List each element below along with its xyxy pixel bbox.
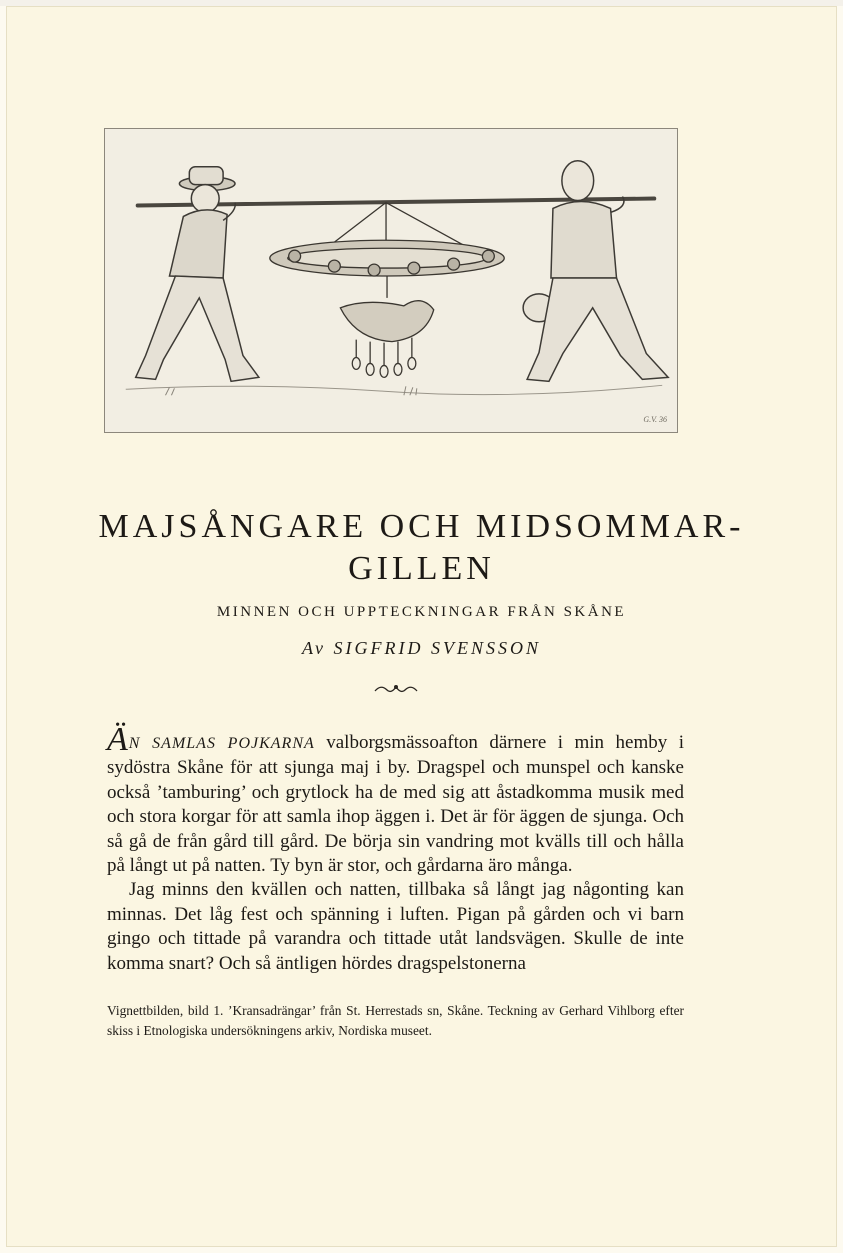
- figure-caption: Vignettbilden, bild 1. ’Kransadrängar’ från St. Herrestads sn, Skåne. Teckning av Gerhard Vihlborg efter skiss i Etnologiska undersökningens arkiv, Nordiska museet.: [107, 1003, 684, 1038]
- paragraph-2: Jag minns den kvällen och natten, tillbaka så långt jag någonting kan minnas. Det låg fest och spänning i luften. Pigan på gården och vi barn gingo och tittade på varandra och tittade utåt landsvägen. Skulle de inte komma snart? Och så äntligen hördes dragspelstonerna: [107, 879, 684, 974]
- wreath-decoration: [270, 203, 504, 378]
- title-line-1: MAJSÅNGARE OCH MIDSOMMAR-: [98, 508, 745, 545]
- title-line-2: GILLEN: [348, 550, 495, 587]
- article-body: [107, 721, 684, 976]
- paragraph-1: [107, 721, 684, 878]
- artist-signature: G.V. 36: [643, 415, 667, 424]
- vignette-illustration: [104, 128, 678, 433]
- left-carrier-figure: [136, 167, 259, 382]
- drop-cap: Ä: [107, 721, 128, 758]
- fleuron-ornament-icon: [371, 682, 421, 696]
- subtitle: MINNEN OCH UPPTECKNINGAR FRÅN SKÅNE: [216, 604, 627, 620]
- paragraph-1-text: valborgsmässoafton därnere i min hemby i sydöstra Skåne för att sjunga maj i by. Dragspel och munspel och kanske också ’tamburing’ och grytlock ha de med sig att åstadkomma musik med och stora korgar för att samla ihop äggen i. Det är för äggen de sjunga. Och så gå de från gård till gård. De börja sin vandring mot kvälls till och hålla på långt ut på natten. Ty byn är stor, och gårdarna äro många.: [107, 732, 684, 877]
- author-byline: Av SIGFRID SVENSSON: [302, 638, 541, 658]
- right-carrier-figure: [523, 161, 668, 382]
- lead-small-caps: N SAMLAS POJKARNA: [128, 735, 315, 752]
